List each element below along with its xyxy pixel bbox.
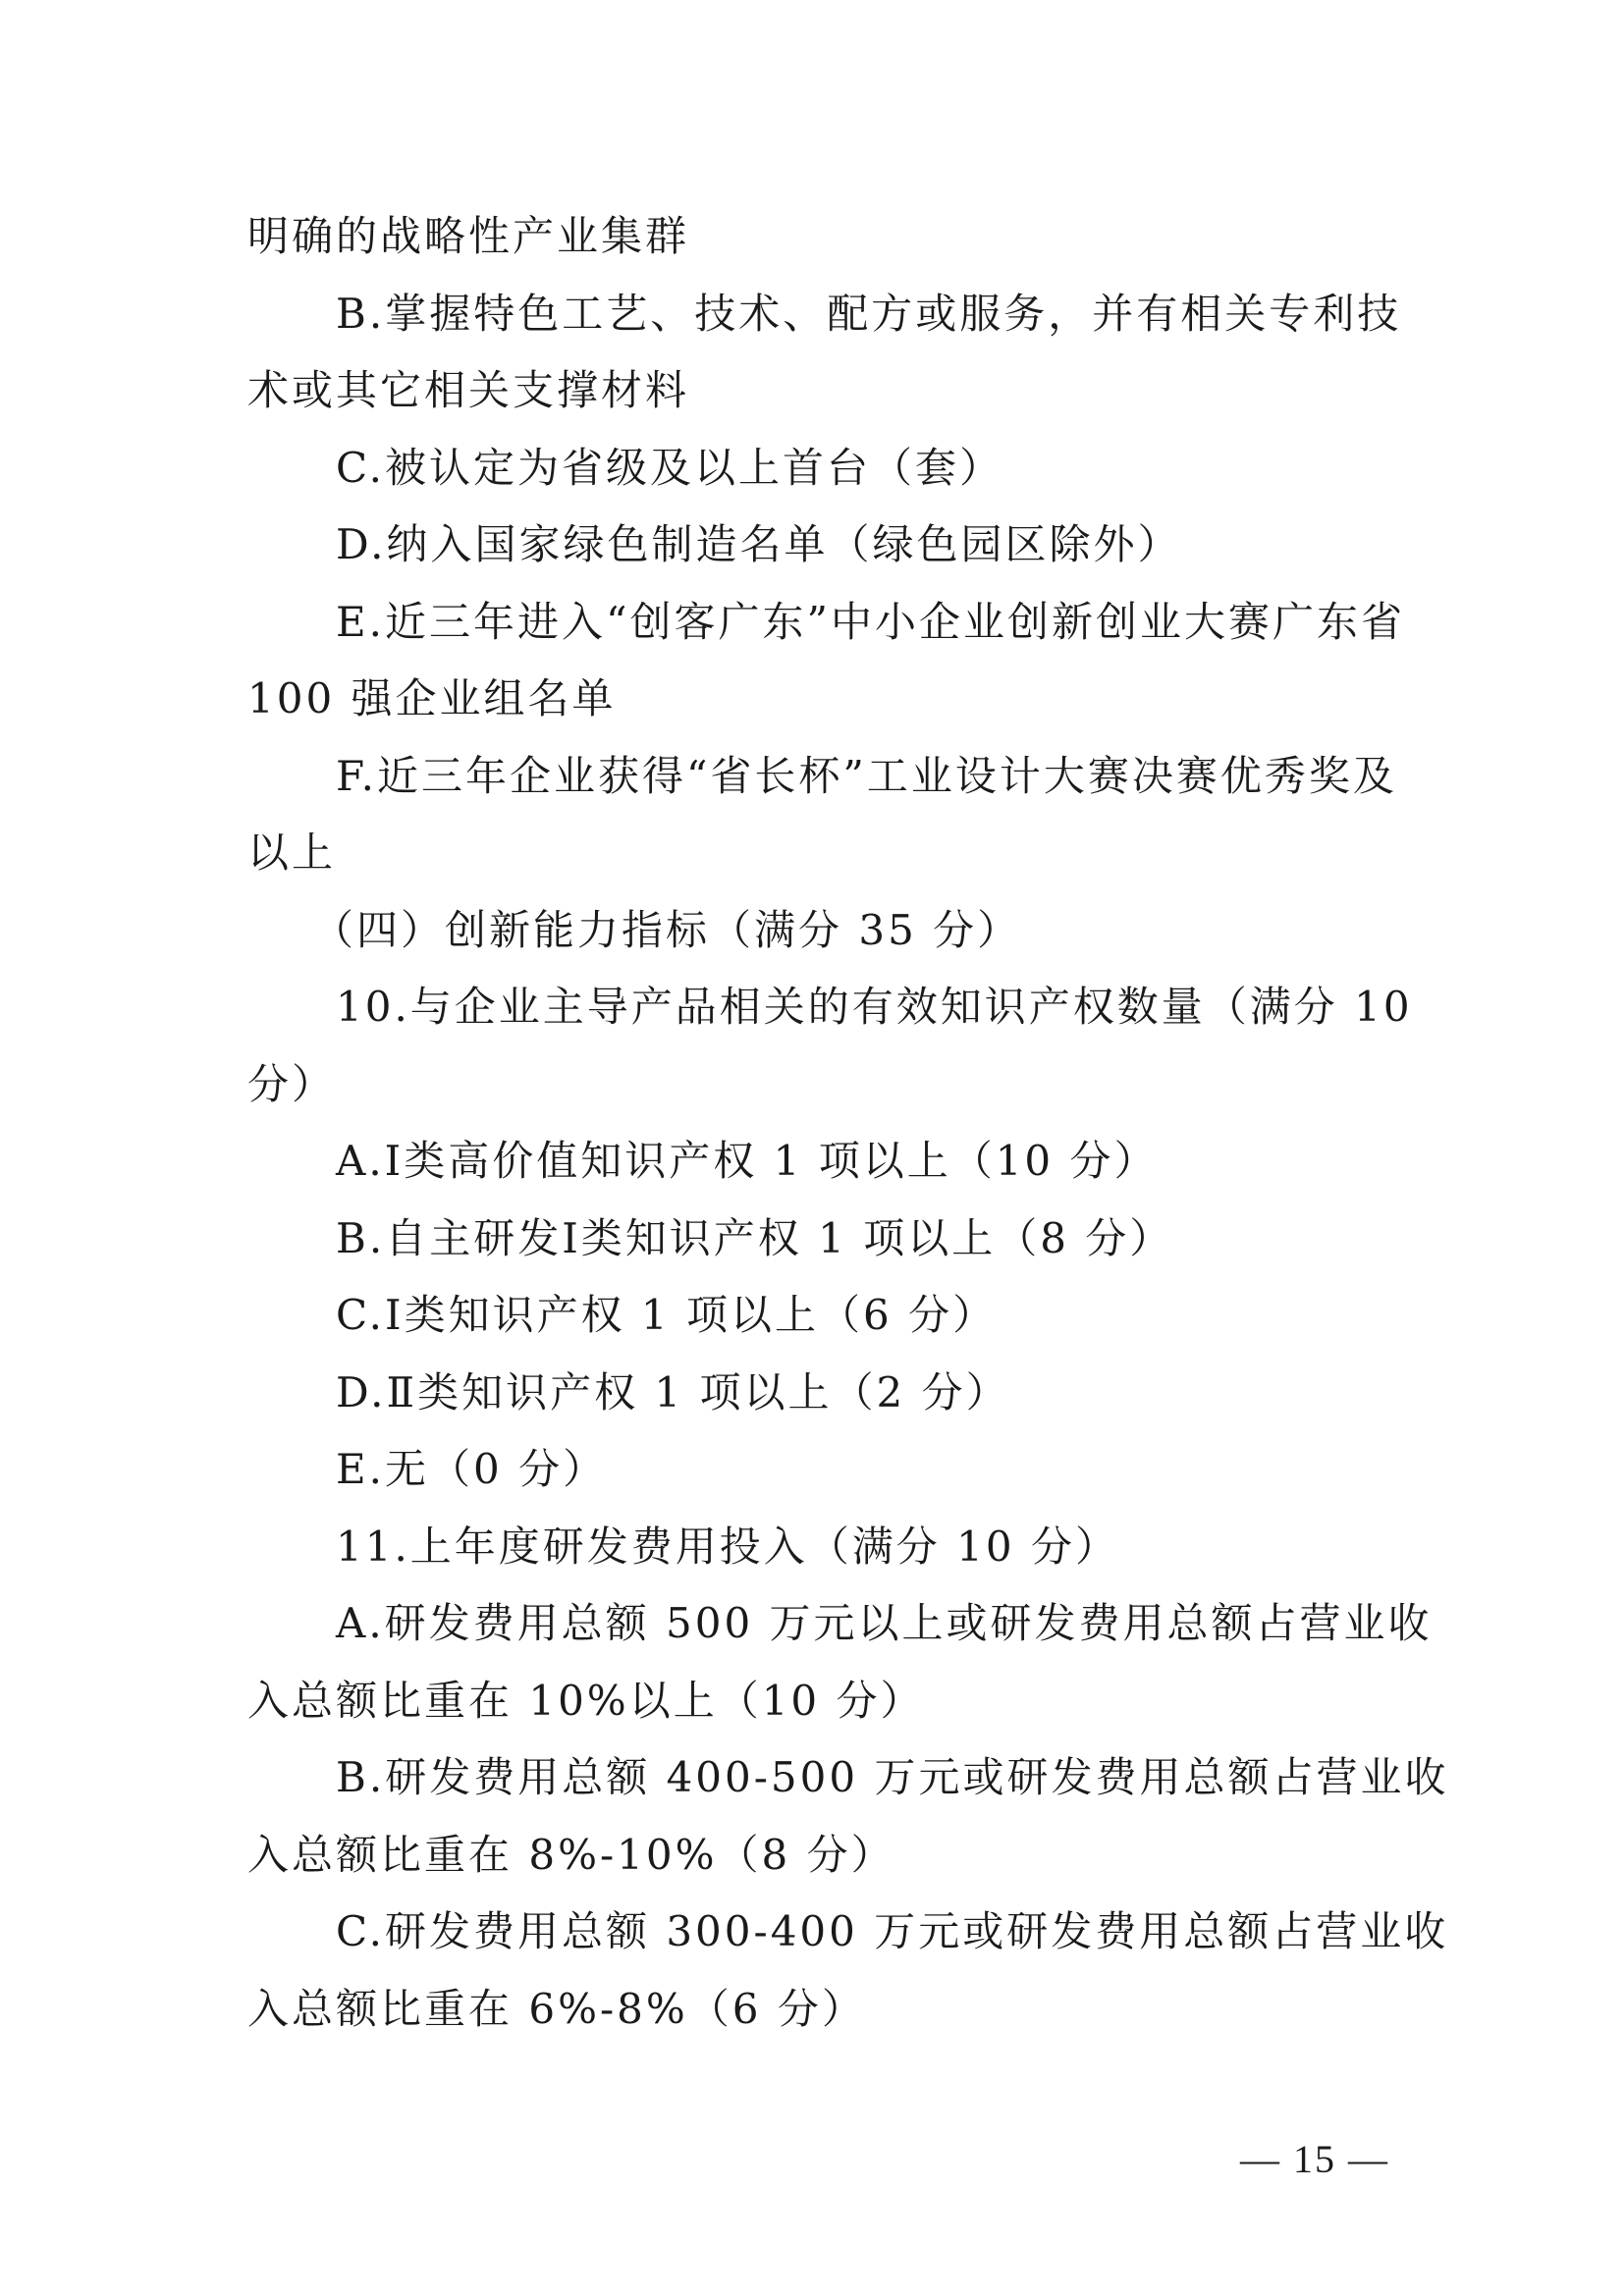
text-line: 以上 [247, 828, 337, 877]
text-line: 入总额比重在 6%-8%（6 分） [247, 1984, 866, 2033]
text-line: 100 强企业组名单 [247, 674, 617, 722]
text-line: 明确的战略性产业集群 [247, 212, 690, 260]
criterion-option: D.纳入国家绿色制造名单（绿色园区除外） [336, 520, 1182, 568]
criterion-option: A.Ⅰ类高价值知识产权 1 项以上（10 分） [336, 1137, 1159, 1185]
criterion-option: B.研发费用总额 400-500 万元或研发费用总额占营业收 [336, 1753, 1449, 1801]
document-body [247, 198, 1449, 2048]
criterion-option: C.被认定为省级及以上首台（套） [336, 443, 1003, 492]
text-line: 入总额比重在 10%以上（10 分） [247, 1676, 925, 1725]
criterion-title: 11.上年度研发费用投入（满分 10 分） [336, 1522, 1119, 1571]
section-heading: （四）创新能力指标（满分 35 分） [312, 905, 1022, 954]
criterion-option: F.近三年企业获得“省长杯”工业设计大赛决赛优秀奖及 [336, 751, 1397, 800]
criterion-option: C.Ⅰ类知识产权 1 项以上（6 分） [336, 1291, 998, 1339]
text-line: 术或其它相关支撑材料 [247, 366, 690, 414]
criterion-option: A.研发费用总额 500 万元以上或研发费用总额占营业收 [336, 1599, 1433, 1647]
page-number: — 15 — [1240, 2137, 1389, 2181]
criterion-option: E.近三年进入“创客广东”中小企业创新创业大赛广东省 [336, 597, 1405, 646]
criterion-option: D.Ⅱ类知识产权 1 项以上（2 分） [336, 1367, 1010, 1416]
text-line: 分） [247, 1059, 337, 1108]
criterion-title: 10.与企业主导产品相关的有效知识产权数量（满分 10 [336, 983, 1413, 1031]
criterion-option: B.掌握特色工艺、技术、配方或服务，并有相关专利技 [336, 289, 1402, 338]
text-line: 入总额比重在 8%-10%（8 分） [247, 1830, 895, 1879]
criterion-option: B.自主研发Ⅰ类知识产权 1 项以上（8 分） [336, 1213, 1174, 1262]
criterion-option: E.无（0 分） [336, 1445, 608, 1493]
criterion-option: C.研发费用总额 300-400 万元或研发费用总额占营业收 [336, 1907, 1449, 1955]
